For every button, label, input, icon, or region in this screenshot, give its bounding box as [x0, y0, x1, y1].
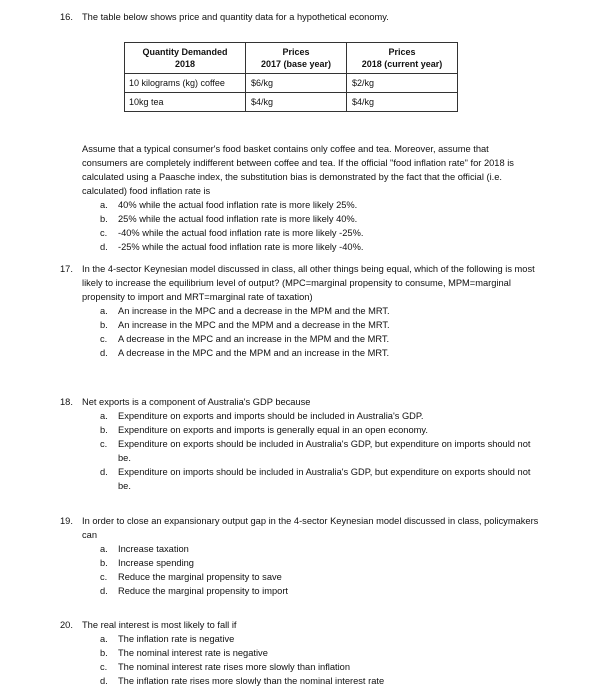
- question-text: In the 4-sector Keynesian model discussed in class, all other things being equal, which of the following is most likely to increase the equilibrium level of output? (MPC=marginal propensity to consume, MPM=marginal propensity to import and MRT=marginal rate of taxation): [82, 264, 535, 302]
- table-cell: 10kg tea: [125, 93, 246, 112]
- option-c[interactable]: c. Reduce the marginal propensity to save: [100, 572, 282, 582]
- table-row: [125, 93, 458, 112]
- option-a[interactable]: a. Expenditure on exports and imports should be included in Australia's GDP.: [100, 411, 424, 421]
- option-c[interactable]: c. Expenditure on exports should be included in Australia's GDP, but expenditure on imports should not be.: [100, 439, 531, 463]
- option-b[interactable]: b. An increase in the MPC and the MPM and a decrease in the MRT.: [100, 320, 390, 330]
- option-b[interactable]: b. Increase spending: [100, 558, 194, 568]
- question-body-text: Assume that a typical consumer's food basket contains only coffee and tea. Moreover, assume that consumers are completely indifferent between coffee and tea. If the official "food inflation rate" for 2018 is calculated using a Paasche index, the substitution bias is demonstrated by the fact that the official (i.e. calculated) food inflation rate is: [82, 144, 514, 196]
- table-cell: $6/kg: [246, 74, 347, 93]
- table-header-cell: Quantity Demanded 2018: [125, 43, 246, 74]
- option-a[interactable]: a. Increase taxation: [100, 544, 189, 554]
- question-text: In order to close an expansionary output gap in the 4-sector Keynesian model discussed in class, policymakers can: [82, 516, 539, 540]
- question-number: 17.: [60, 264, 73, 274]
- option-a[interactable]: a. The inflation rate is negative: [100, 634, 235, 644]
- option-d[interactable]: d. Expenditure on imports should be included in Australia's GDP, but expenditure on exports should not be.: [100, 467, 531, 491]
- question-number: 18.: [60, 397, 73, 407]
- question-text: The real interest is most likely to fall if: [82, 620, 237, 630]
- answer-options: [100, 632, 540, 688]
- question-number: 20.: [60, 620, 73, 630]
- table-cell: $2/kg: [347, 74, 458, 93]
- table-cell: 10 kilograms (kg) coffee: [125, 74, 246, 93]
- option-d[interactable]: d. Reduce the marginal propensity to import: [100, 586, 289, 596]
- option-b[interactable]: b. The nominal interest rate is negative: [100, 648, 268, 658]
- option-d[interactable]: d. -25% while the actual food inflation rate is more likely -40%.: [100, 242, 364, 252]
- option-b[interactable]: b. 25% while the actual food inflation rate is more likely 40%.: [100, 214, 358, 224]
- price-quantity-table: [124, 42, 458, 112]
- option-b[interactable]: b. Expenditure on exports and imports is generally equal in an open economy.: [100, 425, 428, 435]
- question-text: Net exports is a component of Australia's GDP because: [82, 397, 311, 407]
- answer-options: [100, 198, 540, 254]
- option-d[interactable]: d. The inflation rate rises more slowly than the nominal interest rate: [100, 676, 385, 686]
- question-18: [60, 395, 540, 493]
- question-text: The table below shows price and quantity data for a hypothetical economy.: [82, 12, 389, 22]
- question-number: 19.: [60, 516, 73, 526]
- table-row: [125, 74, 458, 93]
- question-20: [60, 618, 540, 688]
- question-19: [60, 514, 540, 598]
- question-number: 16.: [60, 12, 73, 22]
- table-header-row: [125, 43, 458, 74]
- table-header-cell: Prices 2018 (current year): [347, 43, 458, 74]
- answer-options: [100, 409, 540, 493]
- question-16-body: [60, 142, 540, 254]
- table-header-cell: Prices 2017 (base year): [246, 43, 347, 74]
- option-c[interactable]: c. -40% while the actual food inflation rate is more likely -25%.: [100, 228, 364, 238]
- answer-options: [100, 542, 540, 598]
- question-17: [60, 262, 540, 360]
- option-c[interactable]: c. The nominal interest rate rises more slowly than inflation: [100, 662, 351, 672]
- table-cell: $4/kg: [347, 93, 458, 112]
- question-16: [60, 10, 540, 24]
- option-c[interactable]: c. A decrease in the MPC and an increase in the MPM and the MRT.: [100, 334, 390, 344]
- option-d[interactable]: d. A decrease in the MPC and the MPM and an increase in the MRT.: [100, 348, 390, 358]
- answer-options: [100, 304, 540, 360]
- table-cell: $4/kg: [246, 93, 347, 112]
- option-a[interactable]: a. An increase in the MPC and a decrease in the MPM and the MRT.: [100, 306, 390, 316]
- option-a[interactable]: a. 40% while the actual food inflation rate is more likely 25%.: [100, 200, 358, 210]
